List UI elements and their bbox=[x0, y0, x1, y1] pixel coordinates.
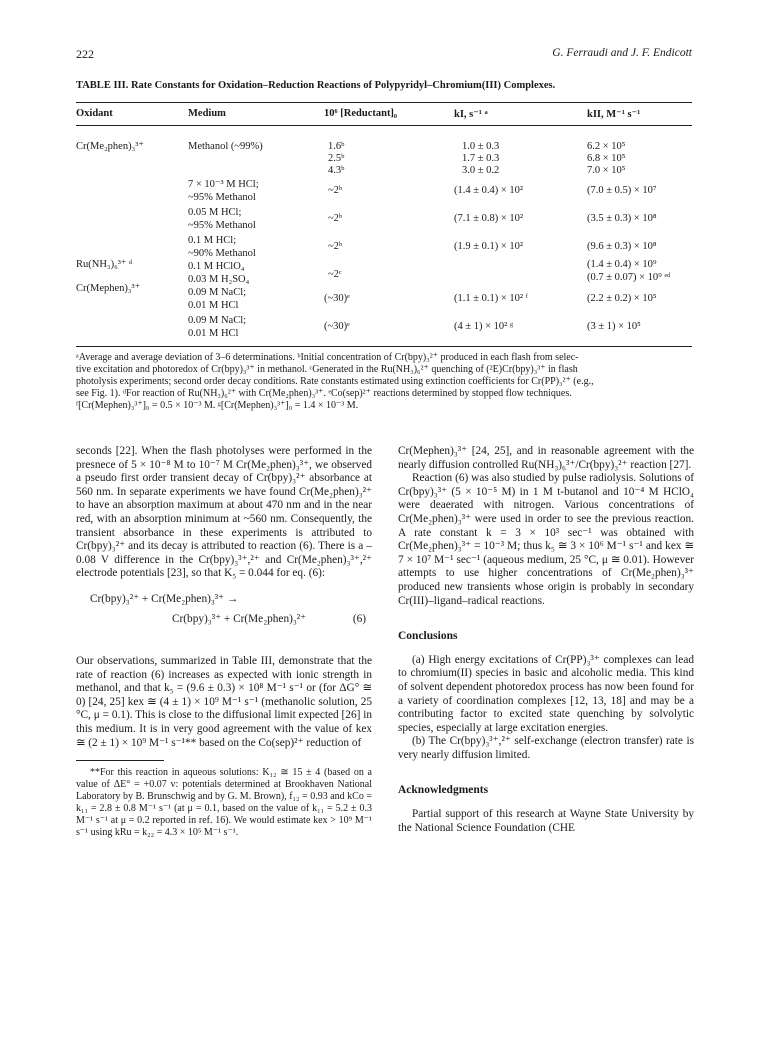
table-cell: 7.0 × 10⁵ bbox=[587, 165, 626, 176]
header-medium: Medium bbox=[188, 108, 226, 119]
equation-line: Cr(bpy)₃²⁺ + Cr(Me₂phen)₃³⁺ → bbox=[90, 592, 239, 605]
body-paragraph: (a) High energy excitations of Cr(PP)₃³⁺ complexes can lead to chromium(II) species in basic and alcoholic media. This kind of solvent dependent photoredox process has now been found for a variety of coordination complexes [12, 13, 18] and may be a contributing factor to excited state quenching by solvolytic species, especially at large excitation energies. bbox=[398, 653, 694, 734]
table-cell: (1.4 ± 0.4) × 10⁹ bbox=[587, 259, 657, 270]
running-head: G. Ferraudi and J. F. Endicott bbox=[552, 47, 692, 59]
equation-line: Cr(bpy)₃³⁺ + Cr(Me₂phen)₃²⁺ bbox=[172, 612, 307, 625]
table-cell: 3.0 ± 0.2 bbox=[462, 165, 500, 176]
body-paragraph: Our observations, summarized in Table III, demonstrate that the rate of reaction (6) increases as expected with ionic strength in methanol, and that k₅ = (9.6 ± 0.3) × 10⁸ M⁻¹ s⁻¹ or (for ΔG° ≅ 0) [24, 25] kex ≅ (4 ± 1) × 10⁹ M⁻¹ s⁻¹ (methanolic solution, 25 °C, μ = 0.1). This is close to the diffusional limit expected [26] in this medium. It is in very good agreement with the value of kex ≅ (2 ± 1) × 10⁹ M⁻¹ s⁻¹** based on the Co(sep)²⁺ reduction of bbox=[76, 654, 372, 749]
left-column bbox=[76, 445, 372, 839]
table-cell: (3.5 ± 0.3) × 10⁸ bbox=[587, 213, 657, 224]
section-heading-conclusions: Conclusions bbox=[398, 630, 458, 643]
table-cell: 0.09 M NaCl; bbox=[188, 287, 247, 298]
table-cell: Cr(Me₂phen)₃³⁺ bbox=[76, 141, 144, 152]
section-heading-acknowledgments: Acknowledgments bbox=[398, 784, 489, 797]
table-cell: Cr(Mephen)₃³⁺ bbox=[76, 283, 141, 294]
table-footnotes bbox=[76, 352, 692, 412]
table-cell: (7.0 ± 0.5) × 10⁷ bbox=[587, 185, 657, 196]
table-cell: 0.1 M HClO₄ bbox=[188, 261, 245, 272]
footnote-line: photolysis experiments; second order decay conditions. Rate constants estimated using extinction coefficients for Cr(PP)₃²⁺ (e.g., bbox=[76, 376, 594, 387]
body-paragraph: seconds [22]. When the flash photolyses were performed in the presnece of 5 × 10⁻⁸ M to 10⁻⁷ M Cr(Me₂phen)₃³⁺, we observed a pseudo first order transient decay of Cr(bpy)₃²⁺ absorbance at 560 nm. In separate experiments we have found Cr(Me₂phen)₃²⁺ to have an absorption maximum at about 470 nm and in the near red, with an absorption minimum at ~560 nm. Consequently, the transient absorbance in these experiments is attributed to Cr(bpy)₃²⁺ and its decay is attributed to reaction (6). There is a –0.08 V difference in the Cr(bpy)₃³⁺,²⁺ and Cr(Me₂phen)₃³⁺,²⁺ electrode potentials [23], so that K₅ = 0.044 for eq. (6): bbox=[76, 445, 372, 580]
table-cell: (7.1 ± 0.8) × 10² bbox=[454, 213, 524, 224]
table-cell: ~2ᵇ bbox=[328, 185, 343, 196]
table-cell: ~2ᵇ bbox=[328, 241, 343, 252]
table-caption: TABLE III. Rate Constants for Oxidation–Reduction Reactions of Polypyridyl–Chromium(III) Complexes. bbox=[76, 80, 556, 91]
header-reductant: 10⁶ [Reductant]₀ bbox=[324, 108, 398, 119]
table-bottom-rule bbox=[76, 346, 692, 347]
body-paragraph: Cr(Mephen)₃³⁺ [24, 25], and in reasonable agreement with the nearly diffusion controlled Ru(NH₃)₆³⁺/Cr(bpy)₃²⁺ reaction [27]. bbox=[398, 445, 694, 471]
body-paragraph: Reaction (6) was also studied by pulse radiolysis. Solutions of Cr(bpy)₃³⁺ (5 × 10⁻⁵ M) in 1 M t-butanol and 10⁻⁴ M HClO₄ were deaerated with nitrogen. Various concentrations of Cr(Me₂phen)₃³⁺ were used in order to see the previous reaction. A rate constant k = 3 × 10³ sec⁻¹ was obtained with Cr(Me₂phen)₃³⁺ = 10⁻³ M; thus k₅ ≅ 3 × 10⁶ M⁻¹ s⁻¹ and kex ≅ 7 × 10⁷ M⁻¹ sec⁻¹ (aqueous medium, 25 °C, μ ≅ 0.01). However attempts to use higher concentrations of Cr(Me₂phen)₃³⁺ produced new transients whose origin is probably in secondary Cr(III)–ligand–radical reactions. bbox=[398, 472, 694, 607]
table-cell: ~95% Methanol bbox=[188, 220, 256, 231]
table-cell: ~90% Methanol bbox=[188, 248, 256, 259]
table-cell: 6.2 × 10⁵ bbox=[587, 141, 626, 152]
page-number: 222 bbox=[76, 47, 94, 61]
table-cell: 0.09 M NaCl; bbox=[188, 315, 247, 326]
table-cell: 0.1 M HCl; bbox=[188, 235, 237, 246]
table-header-rule bbox=[76, 125, 692, 126]
table-cell: 0.01 M HCl bbox=[188, 300, 239, 311]
table-cell: 1.7 ± 0.3 bbox=[462, 153, 500, 164]
footnote-line: ᶠ[Cr(Mephen)₃³⁺]₀ = 0.5 × 10⁻³ M. ᵍ[Cr(Mephen)₃³⁺]₀ = 1.4 × 10⁻³ M. bbox=[76, 400, 359, 411]
footnote-line: see Fig. 1). ᵈFor reaction of Ru(NH₃)₆²⁺ with Cr(Me₂phen)₃³⁺. ᵉCo(sep)²⁺ reactions determined by stopped flow techniques. bbox=[76, 388, 572, 399]
table-header-row bbox=[76, 108, 692, 122]
header-oxidant: Oxidant bbox=[76, 108, 113, 119]
footnote-line: tive excitation and photoredox of Cr(bpy)₃³⁺ in methanol. ᶜGenerated in the Ru(NH₃)₆²⁺ quenching of (²E)Cr(bpy)₃³⁺ in flash bbox=[76, 364, 578, 375]
table-cell: (2.2 ± 0.2) × 10⁵ bbox=[587, 293, 657, 304]
table-cell: ~2ᶜ bbox=[328, 269, 342, 280]
table-top-rule bbox=[76, 102, 692, 103]
header-k2: kII, M⁻¹ s⁻¹ bbox=[587, 109, 641, 120]
page-footnote: **For this reaction in aqueous solutions: K₁₂ ≅ 15 ± 4 (based on a value of ΔE° = +0.07 v: potentials determined at Brookhaven National Laboratory by B. Brunschwig and by G. M. Brown), f₁₂ = 0.93 and kCo = k₁₁ = 2.8 ± 0.8 M⁻¹ s⁻¹ (at μ = 0.1, based on the value of k₁₁ = 5.2 ± 0.3 M⁻¹ s⁻¹ at μ = 0.2 reported in ref. 16). We would estimate kex > 10⁹ M⁻¹ s⁻¹ using kRu = k₂₂ = 4.3 × 10⁵ M⁻¹ s⁻¹. bbox=[76, 767, 372, 839]
table-cell: (1.1 ± 0.1) × 10² ᶠ bbox=[454, 293, 528, 304]
table-cell: (9.6 ± 0.3) × 10⁸ bbox=[587, 241, 657, 252]
table-cell: 0.05 M HCl; bbox=[188, 207, 242, 218]
table-cell: (1.9 ± 0.1) × 10² bbox=[454, 241, 524, 252]
table-cell: 6.8 × 10⁵ bbox=[587, 153, 626, 164]
table-cell: (~30)ᵉ bbox=[324, 321, 350, 332]
table-cell: (4 ± 1) × 10² ᵍ bbox=[454, 321, 514, 332]
table-cell: (1.4 ± 0.4) × 10² bbox=[454, 185, 524, 196]
equation-6 bbox=[76, 593, 372, 641]
body-paragraph: Partial support of this research at Wayne State University by the National Science Foundation (CHE bbox=[398, 808, 694, 834]
table-cell: 2.5ᵇ bbox=[328, 153, 345, 164]
equation-number: (6) bbox=[352, 612, 366, 625]
table-cell: Ru(NH₃)₆³⁺ ᵈ bbox=[76, 259, 133, 270]
right-column bbox=[398, 445, 694, 835]
table-cell: 7 × 10⁻³ M HCl; bbox=[188, 179, 259, 190]
footnote-rule bbox=[76, 760, 164, 761]
table-cell: (0.7 ± 0.07) × 10⁹ ᵉᵈ bbox=[587, 272, 671, 283]
table-cell: (~30)ᵉ bbox=[324, 293, 350, 304]
table-cell: Methanol (~99%) bbox=[188, 141, 263, 152]
body-paragraph: (b) The Cr(bpy)₃³⁺,²⁺ self-exchange (electron transfer) rate is very nearly diffusion limited. bbox=[398, 735, 694, 761]
table-cell: 0.01 M HCl bbox=[188, 328, 239, 339]
table-body bbox=[76, 132, 692, 342]
table-cell: 0.03 M H₂SO₄ bbox=[188, 274, 250, 285]
table-cell: 1.6ᵇ bbox=[328, 141, 345, 152]
table-cell: 1.0 ± 0.3 bbox=[462, 141, 500, 152]
footnote-line: ᵃAverage and average deviation of 3–6 determinations. ᵇInitial concentration of Cr(bpy)₃²⁺ produced in each flash from selec- bbox=[76, 352, 579, 363]
table-cell: 4.3ᵇ bbox=[328, 165, 345, 176]
table-cell: ~95% Methanol bbox=[188, 192, 256, 203]
table-cell: ~2ᵇ bbox=[328, 213, 343, 224]
table-cell: (3 ± 1) × 10⁵ bbox=[587, 321, 641, 332]
header-k1: kI, s⁻¹ ᵃ bbox=[454, 109, 488, 120]
